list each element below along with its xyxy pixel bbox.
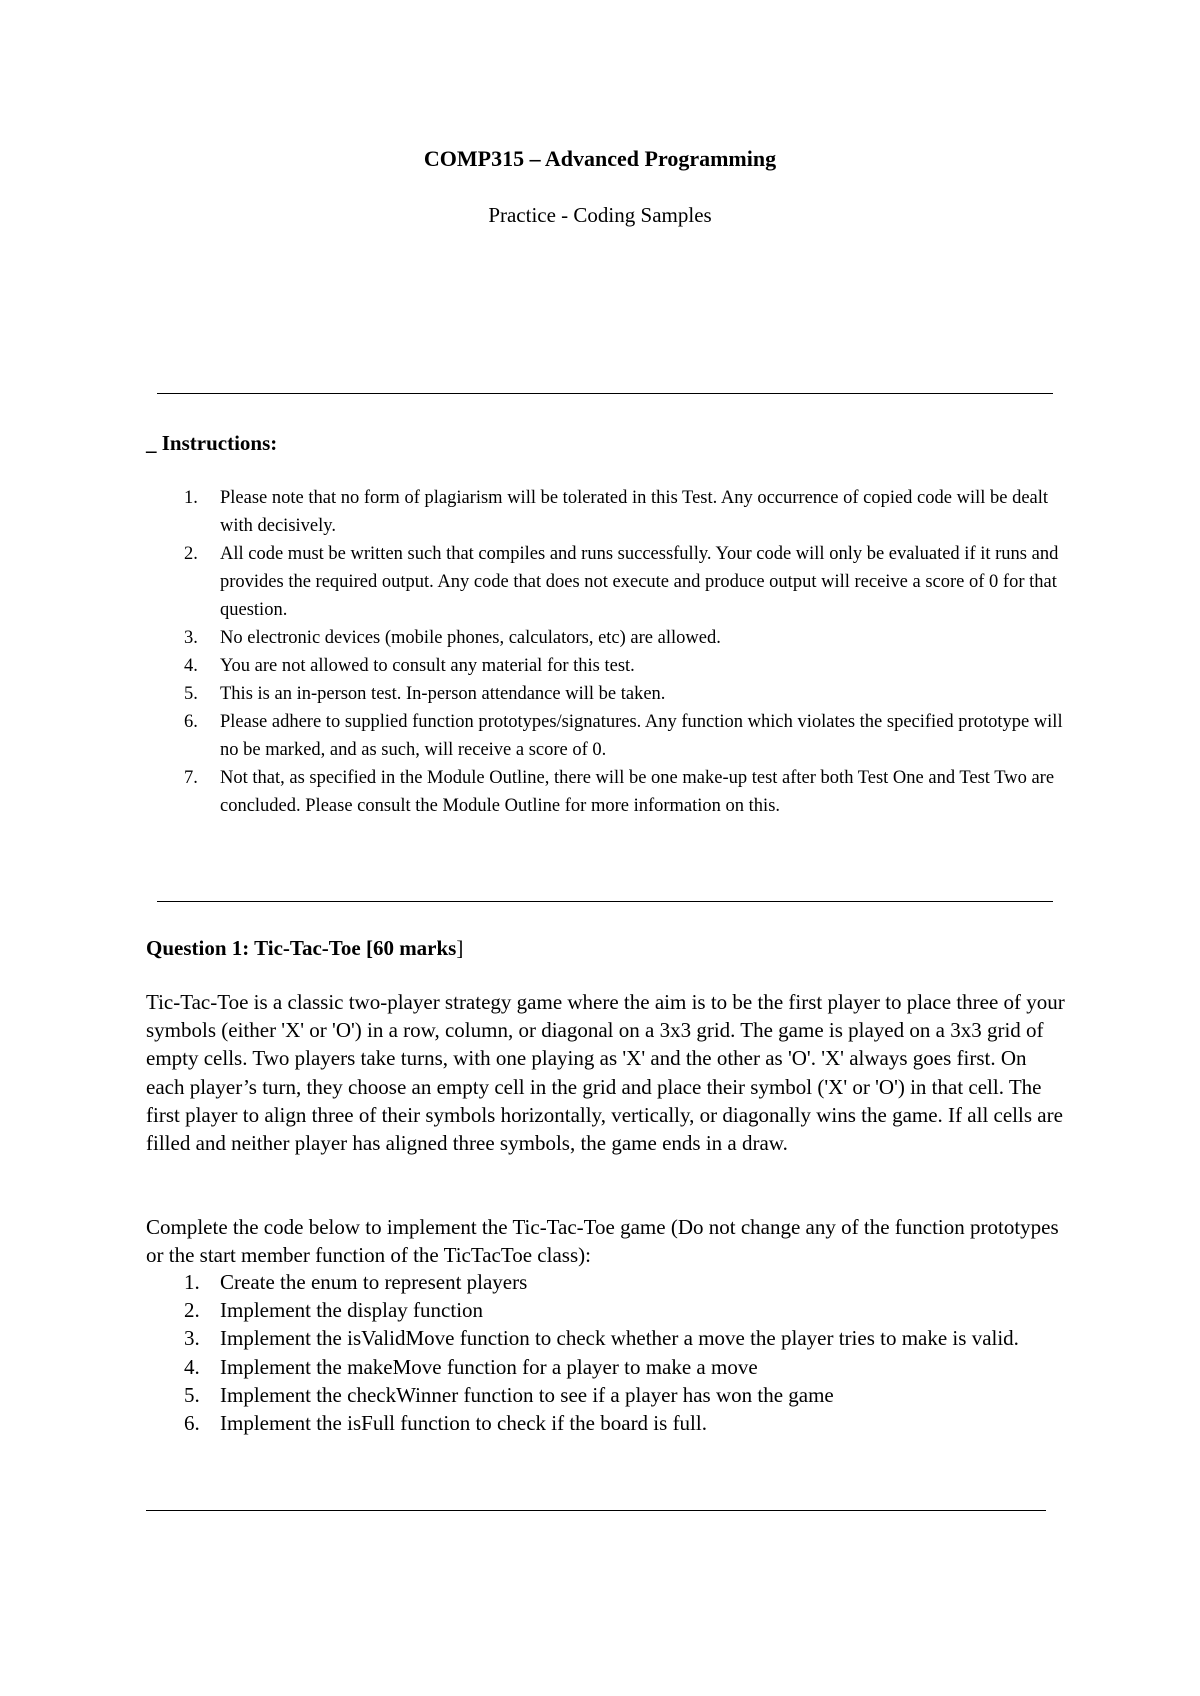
list-number: 2.	[184, 1298, 200, 1323]
instruction-text: No electronic devices (mobile phones, calculators, etc) are allowed.	[220, 628, 721, 648]
task-item	[170, 1296, 1070, 1324]
instruction-item	[170, 764, 1070, 820]
task-text: Implement the makeMove function for a player to make a move	[220, 1354, 758, 1379]
task-text: Implement the display function	[220, 1298, 484, 1323]
instruction-item	[170, 680, 1070, 708]
list-number: 2.	[184, 544, 198, 564]
horizontal-rule	[157, 901, 1053, 902]
task-item	[170, 1268, 1070, 1296]
task-list	[170, 1268, 1070, 1437]
document-title: COMP315 – Advanced Programming	[423, 146, 777, 171]
question-heading-bold: Question 1: Tic-Tac-Toe [60 marks	[146, 936, 457, 960]
instruction-text: You are not allowed to consult any material for this test.	[220, 656, 635, 676]
task-item	[170, 1409, 1070, 1437]
list-number: 7.	[184, 768, 198, 788]
instructions-heading: _ Instructions:	[146, 431, 278, 455]
instruction-text: Please note that no form of plagiarism will be tolerated in this Test. Any occurrence of copied code will be dealt with decisively.	[220, 488, 1049, 536]
list-number: 4.	[184, 1354, 200, 1379]
list-number: 3.	[184, 628, 198, 648]
instruction-text: This is an in-person test. In-person attendance will be taken.	[220, 684, 666, 704]
instruction-item	[170, 652, 1070, 680]
task-item	[170, 1381, 1070, 1409]
list-number: 4.	[184, 656, 198, 676]
instruction-text: Please adhere to supplied function prototypes/signatures. Any function which violates the specified prototype will no be marked, and as such, will receive a score of 0.	[220, 712, 1063, 760]
list-number: 6.	[184, 1411, 200, 1436]
task-item	[170, 1324, 1070, 1352]
task-text: Implement the isFull function to check if the board is full.	[220, 1411, 707, 1436]
instruction-text: All code must be written such that compiles and runs successfully. Your code will only be evaluated if it runs and provides the required output. Any code that does not execute and produce output will receive a score of 0 for that question.	[220, 544, 1059, 620]
instruction-text: Not that, as specified in the Module Outline, there will be one make-up test after both Test One and Test Two are concluded. Please consult the Module Outline for more information on this.	[220, 768, 1055, 816]
instruction-item	[170, 708, 1070, 764]
instruction-item	[170, 624, 1070, 652]
question-task-intro: Complete the code below to implement the Tic-Tac-Toe game (Do not change any of the function prototypes or the start member function of the TicTacToe class):	[146, 1215, 1059, 1268]
list-number: 1.	[184, 1270, 200, 1294]
horizontal-rule	[157, 393, 1053, 394]
question-heading-tail: ]	[456, 936, 464, 960]
task-item	[170, 1353, 1070, 1381]
list-number: 5.	[184, 684, 198, 704]
list-number: 5.	[184, 1382, 200, 1407]
question-heading	[146, 936, 463, 961]
list-number: 6.	[184, 712, 198, 732]
question-description: Tic-Tac-Toe is a classic two-player strategy game where the aim is to be the first player to place three of your symbols (either 'X' or 'O') in a row, column, or diagonal on a 3x3 grid. The game is played on a 3x3 grid of empty cells. Two players take turns, with one playing as 'X' and the other as 'O'. 'X' always goes first. On each player’s turn, they choose an empty cell in the grid and place their symbol ('X' or 'O') in that cell. The first player to align three of their symbols horizontally, vertically, or diagonally wins the game. If all cells are filled and neither player has aligned three symbols, the game ends in a draw.	[146, 990, 1065, 1156]
task-text: Implement the isValidMove function to check whether a move the player tries to make is valid.	[220, 1326, 1019, 1351]
instructions-list	[170, 484, 1070, 820]
task-text: Implement the checkWinner function to see if a player has won the game	[220, 1382, 834, 1407]
instruction-item	[170, 484, 1070, 540]
horizontal-rule	[146, 1510, 1046, 1511]
list-number: 3.	[184, 1326, 200, 1351]
document-subtitle: Practice - Coding Samples	[488, 203, 712, 227]
task-text: Create the enum to represent players	[220, 1270, 528, 1294]
list-number: 1.	[184, 488, 198, 508]
instruction-item	[170, 540, 1070, 624]
